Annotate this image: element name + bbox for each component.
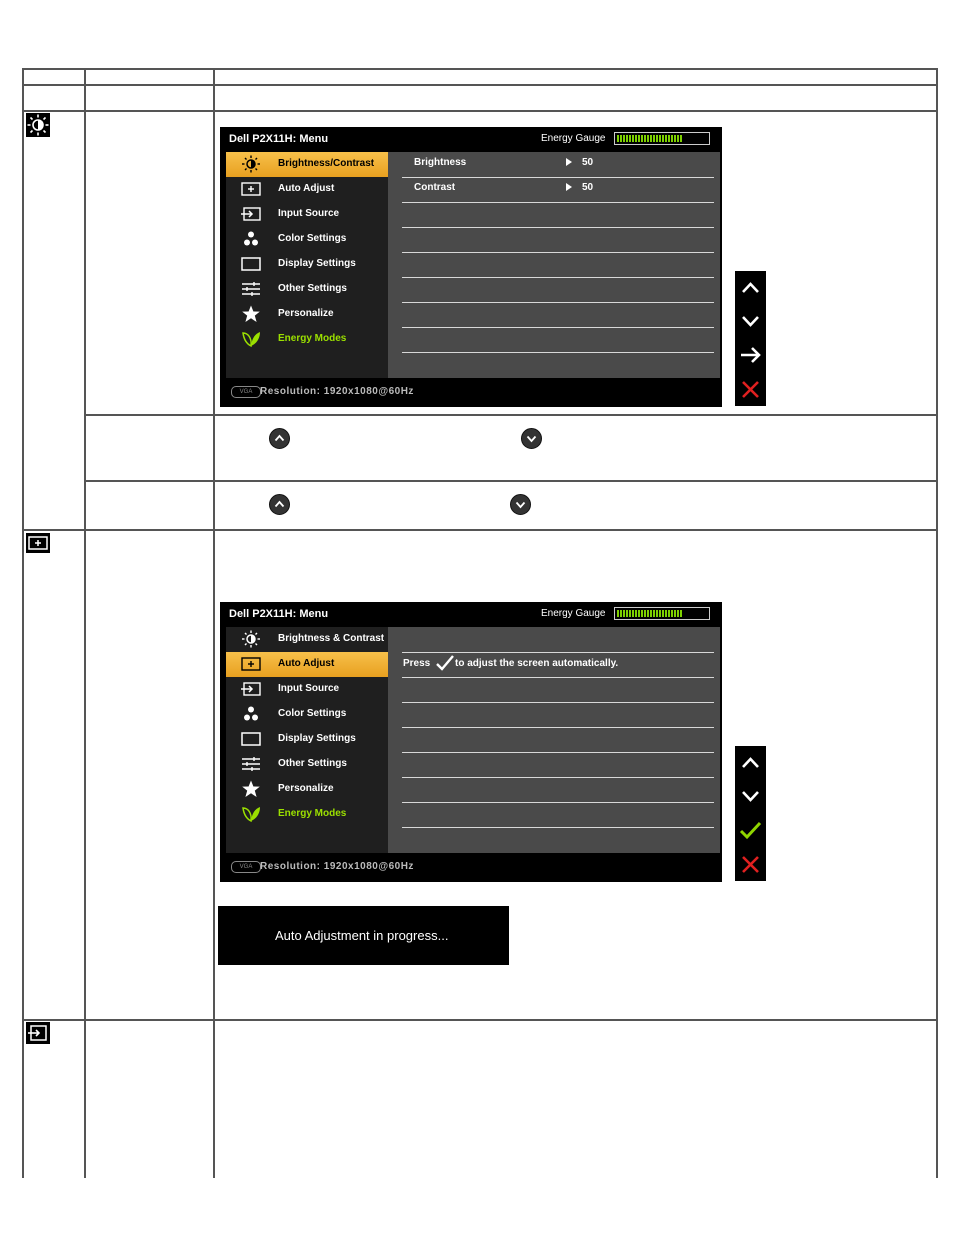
right-arrow-icon[interactable]: [735, 339, 766, 372]
auto-adjust-icon: [240, 655, 262, 673]
down-arrow-icon[interactable]: [735, 305, 766, 338]
up-arrow-icon[interactable]: [735, 271, 766, 304]
menu-item-input-source[interactable]: Input Source: [226, 677, 388, 702]
setting-row-contrast[interactable]: Contrast 50: [402, 177, 714, 203]
right-triangle-icon: [566, 158, 572, 166]
menu-item-auto-adjust[interactable]: Auto Adjust: [226, 652, 388, 677]
up-circle-icon: [269, 494, 290, 515]
right-triangle-icon: [566, 183, 572, 191]
display-settings-icon: [240, 730, 262, 748]
star-icon: [240, 780, 262, 798]
osd-sidebar: [226, 152, 388, 378]
osd-footer: [226, 855, 720, 880]
empty-row: [402, 252, 714, 278]
table-border-top: [22, 68, 937, 70]
star-icon: [240, 305, 262, 323]
table-border: [84, 480, 937, 482]
osd-menu-brightness: [220, 127, 722, 407]
osd-menu-auto-adjust: [220, 602, 722, 882]
empty-row: [402, 202, 714, 228]
energy-gauge-label: Energy Gauge: [541, 133, 606, 144]
menu-item-display-settings[interactable]: Display Settings: [226, 252, 388, 277]
up-arrow-icon[interactable]: [735, 746, 766, 779]
menu-item-input-source[interactable]: Input Source: [226, 202, 388, 227]
osd-buttons: [735, 746, 766, 881]
empty-row: [402, 752, 714, 778]
display-settings-icon: [240, 255, 262, 273]
osd-title: Dell P2X11H: Menu: [229, 133, 329, 145]
empty-row: [402, 302, 714, 328]
empty-row: [402, 702, 714, 728]
input-source-row-icon: [26, 1022, 50, 1044]
osd-panel: [388, 627, 720, 853]
menu-item-brightness-contrast[interactable]: Brightness/Contrast: [226, 152, 388, 177]
empty-row: [402, 802, 714, 828]
brightness-contrast-row-icon: [26, 113, 50, 137]
table-border-left: [22, 68, 24, 1178]
down-circle-icon: [521, 428, 542, 449]
menu-item-energy-modes[interactable]: Energy Modes: [226, 327, 388, 352]
up-circle-icon: [269, 428, 290, 449]
table-border-right: [936, 68, 938, 1178]
checkmark-icon: [435, 654, 455, 672]
resolution-text: Resolution: 1920x1080@60Hz: [260, 861, 414, 872]
leaf-icon: [240, 330, 262, 348]
close-icon[interactable]: [735, 373, 766, 406]
checkmark-icon[interactable]: [735, 814, 766, 847]
table-border: [22, 110, 937, 112]
table-border: [84, 414, 937, 416]
brightness-icon: [240, 155, 262, 173]
osd-buttons: [735, 271, 766, 406]
down-circle-icon: [510, 494, 531, 515]
table-border: [213, 68, 215, 1178]
energy-gauge: [614, 607, 710, 620]
energy-gauge-label: Energy Gauge: [541, 608, 606, 619]
empty-row: [402, 677, 714, 703]
menu-item-energy-modes[interactable]: Energy Modes: [226, 802, 388, 827]
empty-row: [402, 327, 714, 353]
vga-connector-icon: VGA: [231, 861, 261, 873]
menu-item-auto-adjust[interactable]: Auto Adjust: [226, 177, 388, 202]
leaf-icon: [240, 805, 262, 823]
table-border: [22, 529, 937, 531]
auto-adjust-progress-message: Auto Adjustment in progress...: [218, 906, 509, 965]
menu-item-personalize[interactable]: Personalize: [226, 302, 388, 327]
osd-panel: [388, 152, 720, 378]
menu-item-personalize[interactable]: Personalize: [226, 777, 388, 802]
osd-title: Dell P2X11H: Menu: [229, 608, 329, 620]
osd-footer: [226, 380, 720, 405]
empty-row: [402, 227, 714, 253]
setting-row-auto-adjust[interactable]: Press to adjust the screen automatically.: [402, 652, 714, 678]
menu-item-color-settings[interactable]: Color Settings: [226, 702, 388, 727]
table-border: [84, 68, 86, 1178]
menu-item-display-settings[interactable]: Display Settings: [226, 727, 388, 752]
table-border: [22, 1019, 937, 1021]
down-arrow-icon[interactable]: [735, 780, 766, 813]
close-icon[interactable]: [735, 848, 766, 881]
color-settings-icon: [240, 230, 262, 248]
osd-sidebar: [226, 627, 388, 853]
energy-gauge: [614, 132, 710, 145]
input-source-icon: [240, 205, 262, 223]
vga-connector-icon: VGA: [231, 386, 261, 398]
menu-item-other-settings[interactable]: Other Settings: [226, 752, 388, 777]
empty-row: [402, 277, 714, 303]
input-source-icon: [240, 680, 262, 698]
menu-item-other-settings[interactable]: Other Settings: [226, 277, 388, 302]
other-settings-icon: [240, 280, 262, 298]
empty-row: [402, 777, 714, 803]
other-settings-icon: [240, 755, 262, 773]
auto-adjust-icon: [240, 180, 262, 198]
resolution-text: Resolution: 1920x1080@60Hz: [260, 386, 414, 397]
table-border: [22, 84, 937, 86]
auto-adjust-row-icon: [26, 533, 50, 553]
color-settings-icon: [240, 705, 262, 723]
menu-item-color-settings[interactable]: Color Settings: [226, 227, 388, 252]
menu-item-brightness-contrast[interactable]: Brightness & Contrast: [226, 627, 388, 652]
empty-row: [402, 627, 714, 653]
setting-row-brightness[interactable]: Brightness 50: [402, 152, 714, 178]
brightness-icon: [240, 630, 262, 648]
empty-row: [402, 727, 714, 753]
